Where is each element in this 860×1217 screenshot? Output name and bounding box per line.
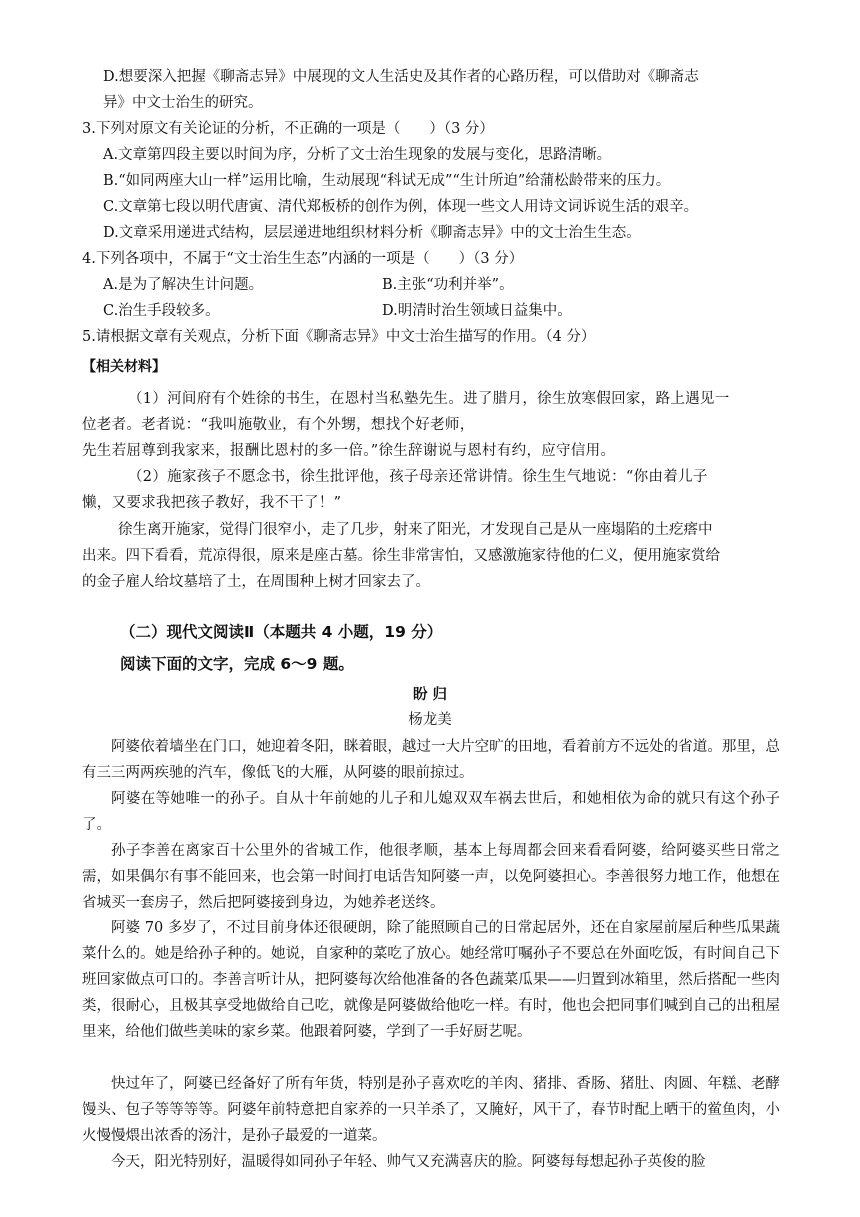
story-paragraph: 阿婆 70 多岁了，不过目前身体还很硬朗，除了能照顾自己的日常起居外，还在自家屋前屋后种些瓜果蔬菜什么的。她是给孙子种的。她说，自家种的菜吃了放心。她经常叮嘱孙子不要总在外面吃饭，有时间自己下班回家做点可口的。李善言听计从，把阿婆每次给他准备的各色蔬菜瓜果——归置到冰箱里，然后搭配一些肉类，很耐心，且极其享受地做给自己吃，就像是阿婆做给他吃一样。有时，他也会把同事们喊到自己的出租屋里来，给他们做些美味的家乡菜。他跟着阿婆，学到了一手好厨艺呢。 — [82, 920, 780, 1040]
q4-stem: 4.下列各项中，不属于“文士治生生态”内涵的一项是（ ）（3 分） — [82, 251, 524, 267]
q3-option-c: C.文章第七段以明代唐寅、清代郑板桥的创作为例，体现一些文人用诗文词诉说生活的艰辛。 — [103, 199, 699, 215]
story-paragraph: 孙子李善在离家百十公里外的省城工作，他很孝顺，基本上每周都会回来看看阿婆，给阿婆买些日常之需，如果偶尔有事不能回来，也会第一时间打电话告知阿婆一声，以免阿婆担心。李善很努力地工作，他想在省城买一套房子，然后把阿婆接到身边，为她养老送终。 — [82, 843, 780, 911]
story-paragraph: 今天，阳光特别好，温暖得如同孙子年轻、帅气又充满喜庆的脸。阿婆每每想起孙子英俊的脸 — [111, 1154, 706, 1170]
material-heading: 【相关材料】 — [82, 359, 166, 375]
material-p1-line1: （1）河间府有个姓徐的书生，在恩村当私塾先生。进了腊月，徐生放寒假回家，路上遇见一 — [128, 391, 730, 407]
material-p2-line2: 懒，又要求我把孩子教好，我不干了！” — [82, 495, 342, 511]
q4-option-a: A.是为了解决生计问题。 — [103, 277, 264, 293]
material-p2-line1: （2）施家孩子不愿念书，徐生批评他，孩子母亲还常讲情。徐生生气地说：“你由着儿子 — [128, 469, 708, 485]
story-paragraph: 快过年了，阿婆已经备好了所有年货，特别是孙子喜欢吃的羊肉、猪排、香肠、猪肚、肉圆、年糕、老酵馒头、包子等等等等。阿婆年前特意把自家养的一只羊杀了，又腌好，风干了，春节时配上晒干的鲎鱼肉，小火慢慢煨出浓香的汤汁，是孙子最爱的一道菜。 — [82, 1076, 780, 1144]
q3-stem: 3.下列对原文有关论证的分析，不正确的一项是（ ）（3 分） — [82, 121, 494, 137]
q5-stem: 5.请根据文章有关观点，分析下面《聊斋志异》中文士治生描写的作用。（4 分） — [82, 329, 596, 345]
material-p1-line3: 先生若屈尊到我家来，报酬比恩村的多一倍。”徐生辞谢说与恩村有约，应守信用。 — [82, 443, 616, 459]
q4-option-d: D.明清时治生领域日益集中。 — [382, 303, 572, 319]
q2-option-d-line2: 异》中文士治生的研究。 — [103, 95, 263, 111]
material-p1-line2: 位老者。老者说：“我叫施敬业，有个外甥，想找个好老师， — [82, 417, 475, 433]
q2-option-d-line1: D.想要深入把握《聊斋志异》中展现的文人生活史及其作者的心路历程，可以借助对《聊斋志 — [103, 69, 699, 85]
story-paragraph: 阿婆依着墙坐在门口，她迎着冬阳，眯着眼，越过一大片空旷的田地，看着前方不远处的省道。那里，总有三三两两疾驰的汽车，像低飞的大雁，从阿婆的眼前掠过。 — [82, 739, 780, 781]
story-paragraph: 阿婆在等她唯一的孙子。自从十年前她的儿子和儿媳双双车祸去世后，和她相依为命的就只有这个孙子了。 — [82, 791, 780, 833]
q3-option-b: B.“如同两座大山一样”运用比喻，生动展现“科试无成”“生计所迫”给蒲松龄带来的压力。 — [103, 173, 671, 189]
section2-title: （二）现代文阅读Ⅱ（本题共 4 小题，19 分） — [120, 623, 443, 641]
story-author: 杨龙美 — [408, 712, 452, 728]
material-p3-line2: 出来。四下看看，荒凉得很，原来是座古墓。徐生非常害怕，又感激施家待他的仁义，便用施家赏给 — [82, 548, 720, 564]
q4-option-b: B.主张“功利并举”。 — [382, 277, 514, 293]
material-p3-line1: 徐生离开施家，觉得门很窄小，走了几步，射来了阳光，才发现自己是从一座塌陷的土疙瘩中 — [118, 522, 713, 538]
material-p3-line3: 的金子雇人给坟墓培了土，在周围种上树才回家去了。 — [82, 574, 430, 590]
q3-option-a: A.文章第四段主要以时间为序，分析了文士治生现象的发展与变化，思路清晰。 — [103, 147, 612, 163]
story-title: 盼 归 — [412, 687, 448, 703]
q3-option-d: D.文章采用递进式结构，层层递进地组织材料分析《聊斋志异》中的文士治生生态。 — [103, 225, 641, 241]
section2-instruction: 阅读下面的文字，完成 6～9 题。 — [120, 655, 354, 673]
q4-option-c: C.治生手段较多。 — [103, 303, 220, 319]
